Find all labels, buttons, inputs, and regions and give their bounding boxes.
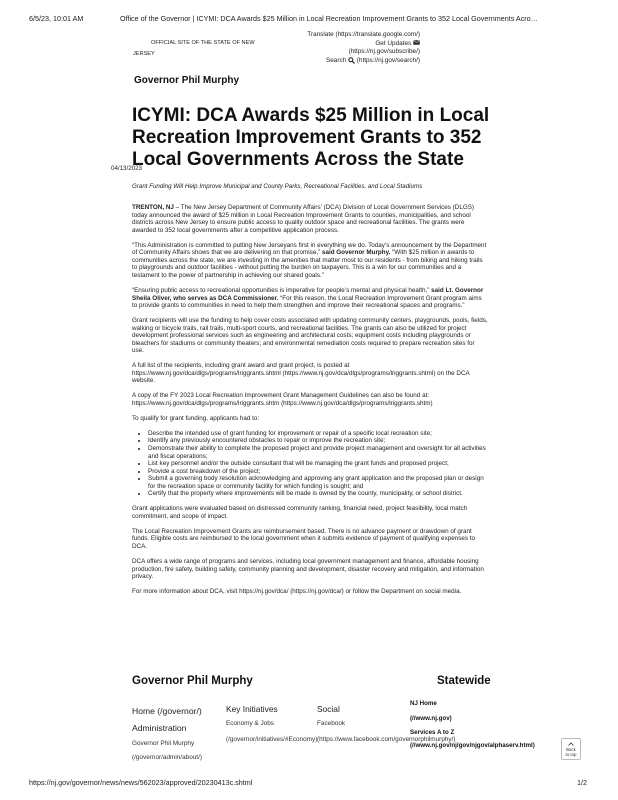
- search-url: (https://nj.gov/search/): [356, 56, 420, 64]
- article-title-wrap: [132, 105, 502, 171]
- print-url: https://nj.gov/governor/news/news/562023/approved/20230413c.shtml: [29, 778, 253, 787]
- requirements-list: [132, 430, 488, 498]
- get-updates-link[interactable]: [280, 40, 420, 49]
- search-label: Search: [325, 56, 347, 64]
- paragraph-11[interactable]: For more information about DCA, visit https://nj.gov/dca/ (https://nj.gov/dca/) or follow the Department on social media.: [132, 588, 462, 596]
- search-link[interactable]: [280, 57, 420, 66]
- article-title: ICYMI: DCA Awards $25 Million in Local Recreation Improvement Grants to 352 Local Governments Across the State: [132, 105, 490, 170]
- chevron-up-icon: [568, 742, 574, 746]
- footer-key-initiatives-heading: Key Initiatives: [226, 704, 278, 714]
- dateline: TRENTON, NJ: [132, 204, 174, 211]
- footer-admin-url[interactable]: (/governor/admin/about/): [132, 754, 202, 761]
- article-body: [132, 204, 488, 603]
- list-item: • Submit a governing body resolution acknowledging and approving any grant application and the proposed plan or design for the recreation space or community facility for which funding is sought; and: [148, 475, 488, 490]
- paragraph-4: Grant recipients will use the funding to help cover costs associated with updating community centers, playgrounds, pools, fields, walking or bicycle trails, rail trails, multi-sport courts, and recreational facilities. The grants can also be utilized for project development professional services such as engineering and architectural costs; equipment costs including playgrounds or bleachers for stadiums or community theaters; and environmental remediation costs required to prepare recreation sites for use.: [132, 317, 488, 355]
- article-subtitle: Grant Funding Will Help Improve Municipal and County Parks, Recreational Facilities, and Local Stadiums: [132, 183, 423, 190]
- paragraph-7: To qualify for grant funding, applicants had to:: [132, 414, 260, 422]
- footer-brand[interactable]: Governor Phil Murphy: [132, 675, 253, 687]
- list-item: • Certify that the property where improvements will be made is owned by the county, municipality, or school district.: [148, 490, 488, 498]
- quote-lt-governor-cont: “For this reason, the Local Recreation Improvement Grant program aims to provide grants to communities in need to help them strengthen and improve their recreational spaces and programs.”: [132, 294, 482, 310]
- back-to-top-label-2: to top: [565, 752, 577, 757]
- back-to-top-label-1: Back: [566, 747, 576, 752]
- quote-governor-cont: “With $25 million in awards to communities across the state, we are investing in the amenities that matter most to our residents - from biking and hiking trails to playgrounds and outdoor facilities - without putting the burden on taxpayers. This is a win for our communities and a testament to the power of partnership in achieving our shared goals.”: [132, 249, 483, 280]
- footer-social-heading: Social: [317, 704, 340, 714]
- list-item: • Demonstrate their ability to complete the proposed project and provide project management and oversight for all activities and fiscal operations;: [148, 445, 488, 460]
- footer-services-url[interactable]: (//www.nj.gov/nj/gov/njgov/alphaserv.html): [410, 742, 535, 749]
- footer-nj-home-link[interactable]: NJ Home: [410, 700, 437, 707]
- get-updates-label: Get Updates: [375, 39, 412, 47]
- footer-economy-url[interactable]: (/governor/initiatives/#Economy): [226, 736, 318, 743]
- list-item: • Describe the intended use of grant funding for improvement or repair of a specific local recreation site;: [148, 430, 488, 438]
- site-brand[interactable]: Governor Phil Murphy: [134, 75, 240, 86]
- translate-link[interactable]: Translate (https://translate.google.com/): [307, 31, 420, 38]
- paragraph-6[interactable]: A copy of the FY 2023 Local Recreation Improvement Grant Management Guidelines can also be found at: https://www.nj.gov/dca/dlgs/programs/lriggrants.shtm (https://www.nj.gov/dca/dlgs/programs/lriggrants.shtm): [132, 392, 433, 407]
- print-page-number: 1/2: [577, 778, 587, 787]
- paragraph-9: The Local Recreation Improvement Grants are reimbursement based. There is no advance payment or drawdown of grant funds. Eligible costs are reimbursed to the local government when it submits evidence of payment of qualifying expenses to DCA.: [132, 527, 476, 551]
- paragraph-10: DCA offers a wide range of programs and services, including local government management and finance, affordable housing production, fire safety, building safety, community planning and development, disaster recovery and mitigation, and information privacy.: [132, 557, 484, 581]
- paragraph-2: [132, 242, 488, 280]
- paragraph-1-text: – The New Jersey Department of Community Affairs’ (DCA) Division of Local Government Services (DLGS) today announced the award of $25 million in Local Recreation Improvement Grants to counties, municipalities, and school districts across New Jersey to ensure public access to quality outdoor space and recreational facilities. The grants were awarded to 352 local governments after a competitive application process.: [132, 204, 475, 234]
- paragraph-5[interactable]: A full list of the recipients, including grant award and grant project, is posted at https://www.nj.gov/dca/dlgs/programs/lriggrants.shtml (https://www.nj.gov/dca/dlgs/programs/lriggrants.shtml) on the DCA website.: [132, 362, 470, 385]
- official-site-label-line1: OFFICIAL SITE OF THE STATE OF NEW: [151, 40, 255, 46]
- list-item: • Identify any previously encountered obstacles to repair or improve the recreation site;: [148, 437, 488, 445]
- footer-services-link[interactable]: Services A to Z: [410, 729, 455, 736]
- quote-lt-governor: “Ensuring public access to recreational opportunities is imperative for people’s mental and physical health,”: [132, 286, 430, 294]
- quote-governor: “This Administration is committed to putting New Jerseyans first in everything we do. Today’s announcement by the Department of Community Affairs shows that we are delivering on that promise,”: [132, 241, 487, 257]
- back-to-top-button[interactable]: [561, 738, 581, 760]
- official-site-label-line2: JERSEY: [133, 51, 155, 57]
- article-date: 04/13/2023: [111, 165, 142, 172]
- paragraph-3: [132, 287, 488, 310]
- quote-lt-governor-attribution: said Lt. Governor Sheila Oliver, who serves as DCA Commissioner.: [132, 286, 484, 302]
- footer-home-link[interactable]: Home (/governor/): [132, 706, 202, 716]
- list-item: • Provide a cost breakdown of the project;: [148, 468, 488, 476]
- footer-administration-heading[interactable]: Administration: [132, 723, 187, 733]
- print-datetime: 6/5/23, 10:01 AM: [29, 14, 84, 23]
- footer-admin-governor-link[interactable]: Governor Phil Murphy: [132, 740, 195, 747]
- paragraph-1: [132, 204, 488, 234]
- list-item: • List key personnel and/or the outside consultant that will be managing the grant funds and proposed project;: [148, 460, 488, 468]
- print-page-title: Office of the Governor | ICYMI: DCA Awards $25 Million in Local Recreation Improvement Grants to 352 Local Governments Acro…: [120, 14, 538, 23]
- quote-governor-attribution: said Governor Murphy.: [320, 249, 391, 257]
- paragraph-8: Grant applications were evaluated based on distressed community ranking, financial need, project feasibility, local match commitment, and scope of impact.: [132, 505, 468, 520]
- footer-nj-home-url[interactable]: (//www.nj.gov): [410, 715, 452, 722]
- envelope-icon: [413, 40, 420, 45]
- search-icon: [348, 57, 355, 64]
- footer-statewide-heading: Statewide: [437, 675, 491, 687]
- footer-facebook-url[interactable]: (https://www.facebook.com/governorphilmurphy/): [317, 736, 456, 743]
- get-updates-url[interactable]: (https://nj.gov/subscribe/): [348, 48, 420, 56]
- utility-links: [280, 31, 420, 66]
- footer-facebook-link[interactable]: Facebook: [317, 720, 346, 727]
- footer-economy-link[interactable]: Economy & Jobs: [226, 720, 274, 727]
